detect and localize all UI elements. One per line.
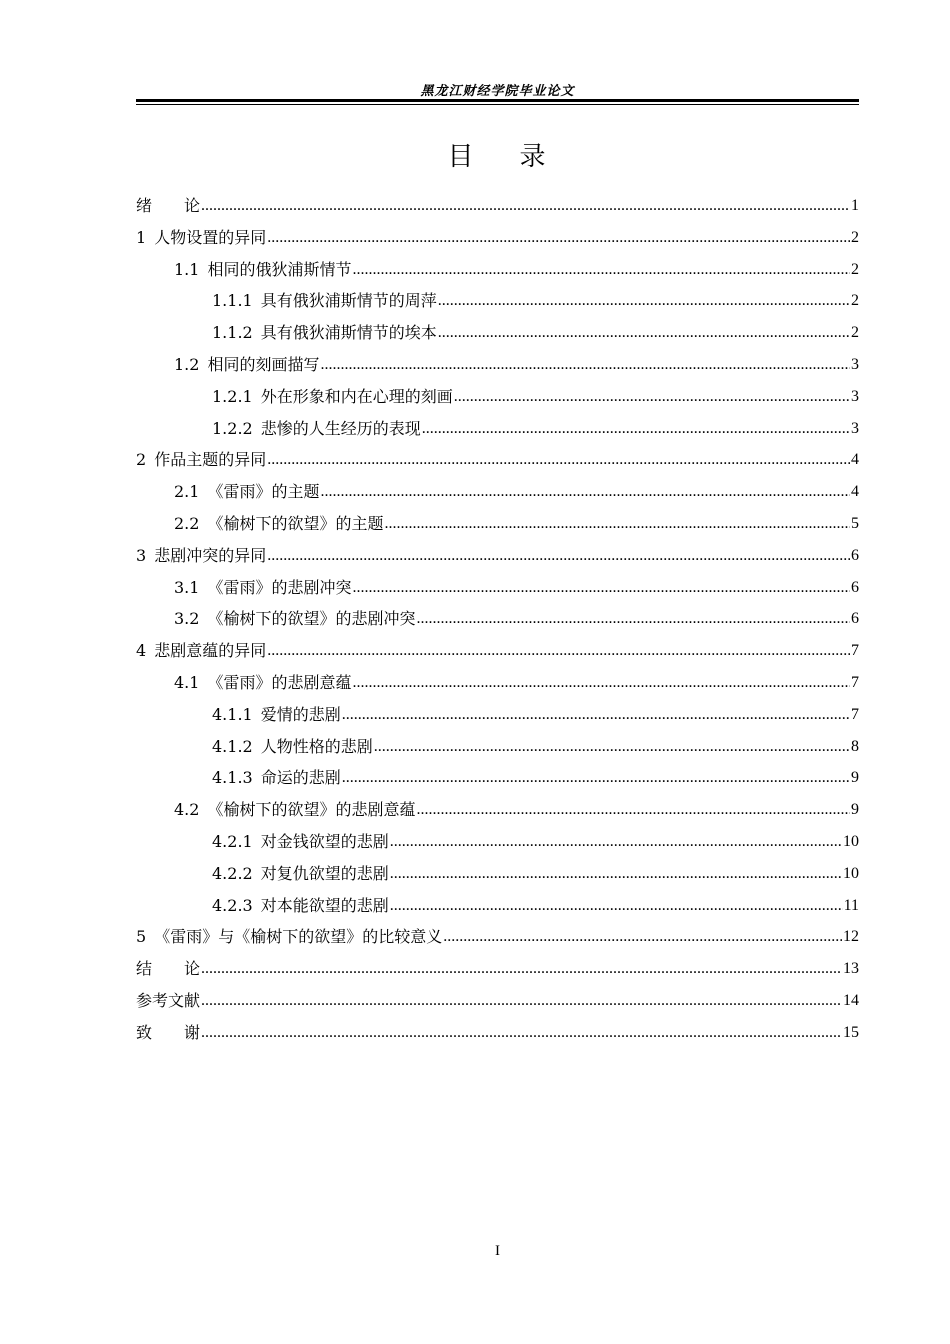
toc-entry-page: 2	[851, 324, 859, 342]
toc-entry-label: 《雷雨》的悲剧意蕴	[207, 673, 352, 692]
toc-dot-leader	[390, 826, 842, 858]
toc-dot-leader	[384, 508, 850, 540]
toc-dot-leader	[267, 540, 850, 572]
toc-dot-leader	[438, 285, 850, 317]
toc-entry-number: 4.2.1	[212, 832, 253, 851]
toc-entry-label: 对复仇欲望的悲剧	[260, 863, 389, 883]
toc-entry-page: 5	[851, 515, 859, 532]
toc-entry[interactable]	[212, 826, 859, 858]
toc-entry[interactable]	[174, 667, 859, 699]
toc-entry-page: 10	[843, 833, 859, 850]
toc-entry-label: 《雷雨》的悲剧冲突	[207, 577, 352, 597]
page-title	[136, 136, 859, 173]
toc-dot-leader	[390, 858, 842, 890]
toc-entry-number: 1.1.2	[212, 323, 253, 343]
toc-entry-page: 14	[843, 992, 859, 1009]
toc-entry[interactable]	[174, 476, 859, 508]
toc-entry[interactable]	[212, 762, 859, 794]
title-char-2: 录	[519, 142, 548, 172]
toc-entry-page: 3	[851, 387, 859, 405]
toc-entry-page: 13	[843, 960, 859, 978]
toc-entry-page: 6	[851, 578, 859, 596]
toc-entry-page: 6	[851, 546, 859, 564]
toc-entry-number: 4	[136, 641, 147, 661]
toc-entry-page: 7	[851, 705, 859, 723]
toc-entry-number: 2.1	[174, 482, 200, 502]
toc-entry-label: 绪 论	[136, 196, 201, 215]
toc-dot-leader	[342, 699, 850, 731]
toc-entry[interactable]	[212, 731, 859, 763]
toc-entry[interactable]	[212, 285, 859, 317]
toc-entry-number: 2.2	[174, 514, 200, 533]
header-rule-thin	[136, 104, 859, 105]
title-char-1: 目	[447, 142, 476, 172]
toc-entry[interactable]	[212, 858, 859, 890]
toc-entry[interactable]	[212, 699, 859, 731]
toc-entry-label: 人物设置的异同	[154, 227, 267, 247]
toc-entry[interactable]	[174, 794, 859, 826]
toc-entry-page: 9	[851, 769, 859, 787]
toc-entry-page: 3	[851, 356, 859, 373]
toc-entry-page: 7	[851, 674, 859, 691]
toc-entry-number: 4.1.2	[212, 736, 253, 756]
toc-dot-leader	[201, 1017, 842, 1049]
toc-entry-page: 2	[851, 260, 859, 278]
toc-entry-label: 具有俄狄浦斯情节的埃本	[260, 323, 437, 343]
toc-entry[interactable]	[212, 317, 859, 349]
toc-dot-leader	[201, 190, 850, 222]
toc-dot-leader	[416, 794, 850, 826]
toc-dot-leader	[352, 572, 850, 604]
toc-entry-number: 3	[136, 545, 147, 565]
toc-dot-leader	[320, 476, 850, 508]
toc-entry-page: 15	[843, 1023, 859, 1041]
toc-entry[interactable]	[136, 953, 859, 985]
toc-entry-label: 具有俄狄浦斯情节的周萍	[260, 291, 437, 311]
toc-dot-leader	[454, 381, 850, 413]
page-number: I	[495, 1243, 500, 1259]
toc-entry-number: 1.1.1	[212, 291, 253, 311]
toc-entry[interactable]	[212, 413, 859, 445]
toc-entry-number: 4.1	[174, 673, 200, 692]
toc-entry-label: 对金钱欲望的悲剧	[260, 832, 389, 851]
toc-dot-leader	[201, 985, 842, 1017]
toc-dot-leader	[267, 222, 850, 254]
toc-entry-label: 爱情的悲剧	[260, 704, 341, 724]
toc-dot-leader	[342, 762, 850, 794]
toc-entry[interactable]	[174, 603, 859, 635]
toc-entry-label: 《雷雨》的主题	[207, 482, 320, 502]
toc-entry[interactable]	[136, 635, 859, 667]
toc-entry-page: 9	[851, 801, 859, 819]
toc-entry[interactable]	[212, 381, 859, 413]
header-rule-thick	[136, 99, 859, 102]
toc-entry-number: 5	[136, 927, 147, 947]
toc-entry-label: 参考文献	[136, 991, 201, 1010]
toc-entry-page: 1	[851, 197, 859, 214]
toc-entry-label: 《榆树下的欲望》的主题	[207, 514, 384, 533]
toc-entry-page: 3	[851, 419, 859, 437]
toc-entry[interactable]	[212, 890, 859, 922]
toc-entry-page: 2	[851, 228, 859, 246]
toc-entry-label: 致 谢	[136, 1022, 201, 1042]
toc-entry-label: 人物性格的悲剧	[260, 736, 373, 756]
toc-entry-number: 3.2	[174, 609, 200, 629]
toc-entry[interactable]	[136, 540, 859, 572]
toc-entry-page: 2	[851, 292, 859, 310]
toc-entry-number: 1	[136, 227, 147, 247]
toc-dot-leader	[438, 317, 850, 349]
toc-dot-leader	[443, 921, 842, 953]
running-header: 黑龙江财经学院毕业论文	[420, 84, 575, 99]
toc-entry-number: 4.1.1	[212, 704, 253, 724]
toc-entry-label: 《榆树下的欲望》的悲剧冲突	[207, 609, 416, 629]
toc-entry-label: 悲剧冲突的异同	[154, 545, 267, 565]
toc-entry-number: 1.2	[174, 355, 200, 374]
toc-entry-label: 外在形象和内在心理的刻画	[260, 386, 453, 406]
toc-entry-page: 6	[851, 610, 859, 628]
toc-entry-number: 4.1.3	[212, 768, 253, 788]
toc-entry[interactable]	[174, 572, 859, 604]
toc-dot-leader	[267, 444, 850, 476]
toc-entry-page: 4	[851, 483, 859, 501]
toc-entry[interactable]	[136, 444, 859, 476]
toc-entry-label: 悲剧意蕴的异同	[154, 641, 267, 661]
toc-dot-leader	[352, 254, 850, 286]
toc-entry[interactable]	[174, 349, 859, 381]
toc-entry-label: 《雷雨》与《榆树下的欲望》的比较意义	[154, 927, 443, 947]
toc-entry-page: 7	[851, 642, 859, 660]
toc-entry-number: 4.2.3	[212, 895, 253, 915]
toc-entry-label: 悲惨的人生经历的表现	[260, 418, 421, 438]
toc-entry-label: 结 论	[136, 959, 201, 979]
toc-entry-label: 命运的悲剧	[260, 768, 341, 788]
toc-entry-number: 4.2	[174, 800, 200, 820]
toc-entry-label: 《榆树下的欲望》的悲剧意蕴	[207, 800, 416, 820]
toc-dot-leader	[422, 413, 850, 445]
toc-dot-leader	[352, 667, 850, 699]
toc-dot-leader	[201, 953, 842, 985]
toc-entry-page: 10	[843, 864, 859, 882]
toc-entry-label: 作品主题的异同	[154, 450, 267, 470]
toc-entry-number: 4.2.2	[212, 863, 253, 883]
toc-entry[interactable]	[136, 921, 859, 953]
toc-entry-number: 3.1	[174, 577, 200, 597]
toc-entry-number: 1.2.1	[212, 386, 253, 406]
toc-dot-leader	[374, 731, 850, 763]
toc-entry[interactable]	[174, 254, 859, 286]
toc-dot-leader	[267, 635, 850, 667]
toc-entry[interactable]	[136, 985, 859, 1017]
toc-entry[interactable]	[136, 222, 859, 254]
toc-entry-page: 4	[851, 451, 859, 469]
toc-dot-leader	[416, 603, 850, 635]
toc-entry-label: 相同的刻画描写	[207, 355, 320, 374]
toc-entry[interactable]	[136, 190, 859, 222]
toc-entry[interactable]	[174, 508, 859, 540]
toc-entry-label: 相同的俄狄浦斯情节	[207, 259, 352, 279]
toc-entry-page: 12	[843, 928, 859, 946]
toc-dot-leader	[390, 890, 843, 922]
toc-entry-page: 11	[843, 896, 859, 914]
toc-entry-number: 1.2.2	[212, 418, 253, 438]
toc-entry-number: 1.1	[174, 259, 200, 279]
toc-entry-label: 对本能欲望的悲剧	[260, 895, 389, 915]
toc-entry[interactable]	[136, 1017, 859, 1049]
toc-dot-leader	[320, 349, 850, 381]
toc-entry-number: 2	[136, 450, 147, 470]
toc-entry-page: 8	[851, 737, 859, 755]
